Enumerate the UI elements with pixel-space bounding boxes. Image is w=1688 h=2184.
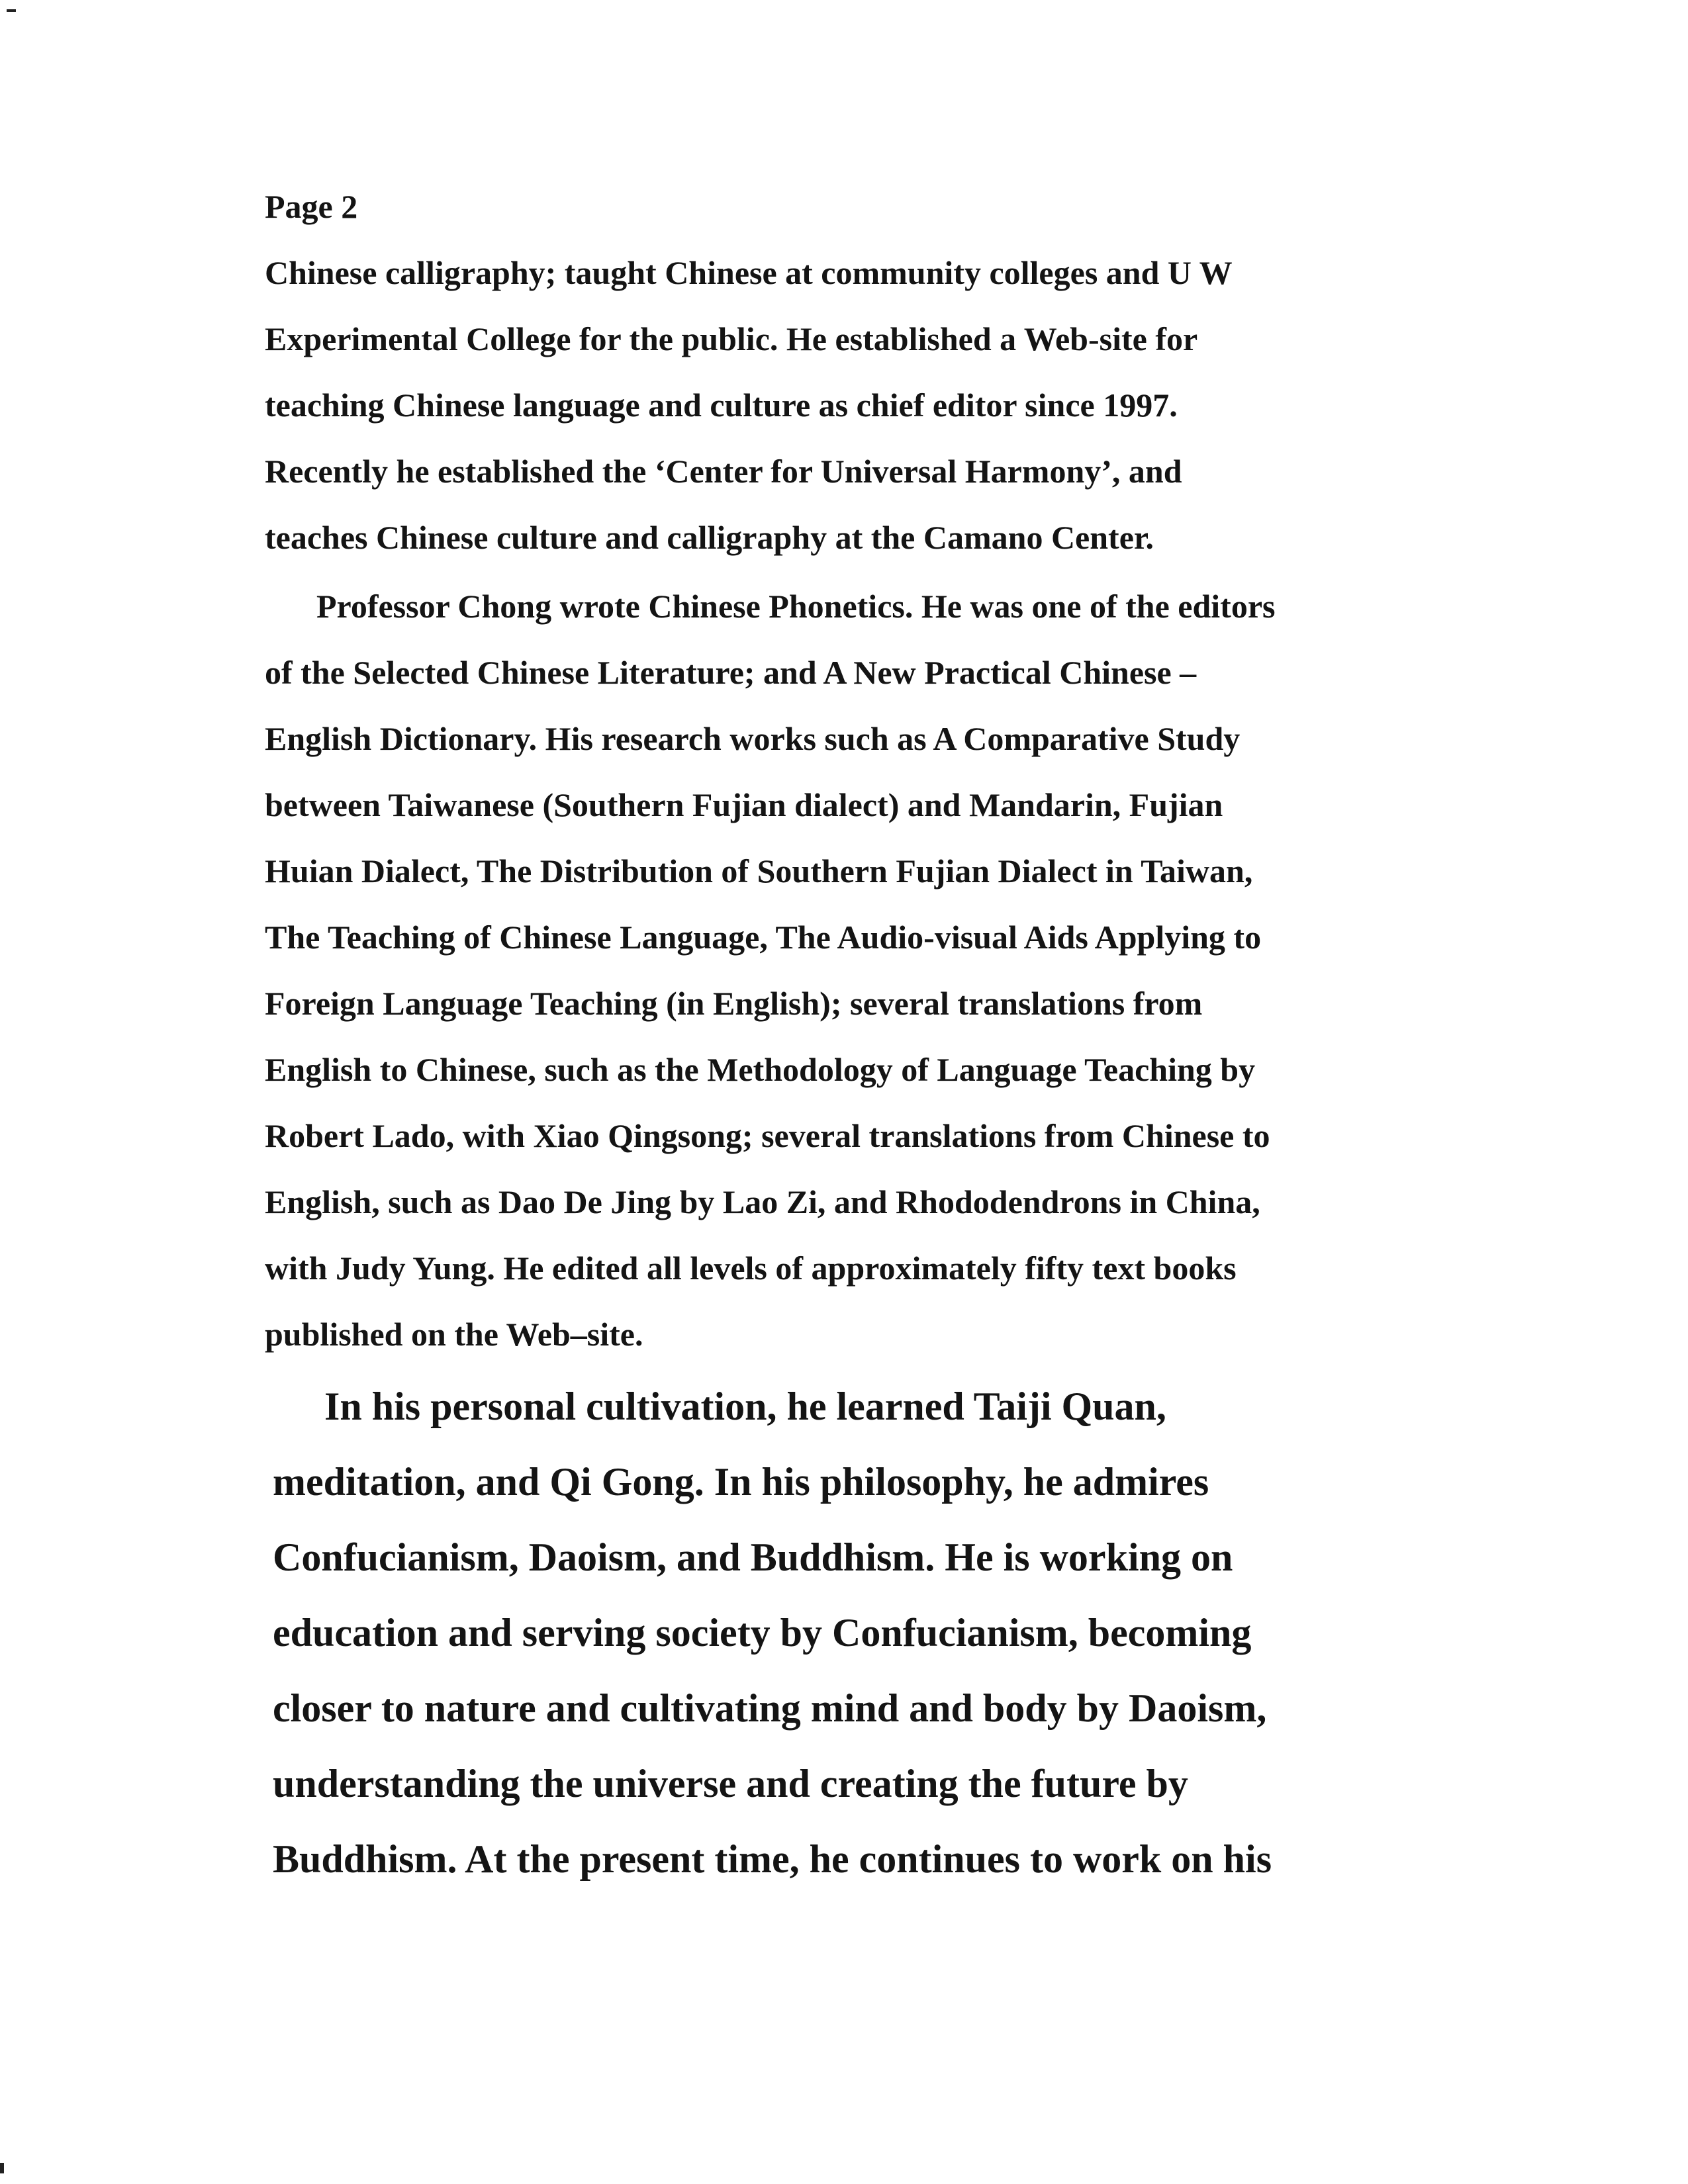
text-line: English Dictionary. His research works such as A Comparative Study — [265, 720, 1241, 757]
scan-speck — [0, 2163, 4, 2173]
text-line: education and serving society by Confucianism, becoming — [273, 1611, 1252, 1655]
text-line: In his personal cultivation, he learned Taiji Quan, — [324, 1385, 1166, 1428]
text-line: of the Selected Chinese Literature; and A New Practical Chinese – — [265, 654, 1197, 691]
text-line: Professor Chong wrote Chinese Phonetics. He was one of the editors — [316, 588, 1276, 625]
text-line: Robert Lado, with Xiao Qingsong; several translations from Chinese to — [265, 1117, 1270, 1154]
text-line: Recently he established the ‘Center for Universal Harmony’, and — [265, 453, 1182, 490]
text-line: Huian Dialect, The Distribution of Southern Fujian Dialect in Taiwan, — [265, 852, 1253, 889]
text-line: teaching Chinese language and culture as chief editor since 1997. — [265, 387, 1178, 424]
text-line: teaches Chinese culture and calligraphy at the Camano Center. — [265, 519, 1154, 556]
text-line: Experimental College for the public. He established a Web-site for — [265, 320, 1198, 357]
text-line: between Taiwanese (Southern Fujian dialect) and Mandarin, Fujian — [265, 786, 1223, 823]
text-line: meditation, and Qi Gong. In his philosophy, he admires — [273, 1460, 1209, 1504]
scan-speck — [7, 9, 16, 12]
text-line: with Judy Yung. He edited all levels of approximately fifty text books — [265, 1250, 1237, 1287]
text-line: closer to nature and cultivating mind and body by Daoism, — [273, 1686, 1267, 1730]
text-line: Foreign Language Teaching (in English); several translations from — [265, 985, 1203, 1022]
text-line: Chinese calligraphy; taught Chinese at community colleges and U W — [265, 254, 1233, 291]
text-line: English to Chinese, such as the Methodology of Language Teaching by — [265, 1051, 1256, 1088]
text-line: published on the Web–site. — [265, 1316, 643, 1353]
page-number: Page 2 — [265, 188, 358, 225]
text-line: Confucianism, Daoism, and Buddhism. He is working on — [273, 1535, 1233, 1579]
text-line: The Teaching of Chinese Language, The Audio-visual Aids Applying to — [265, 919, 1262, 956]
text-line: Buddhism. At the present time, he continues to work on his — [273, 1837, 1272, 1881]
text-line: English, such as Dao De Jing by Lao Zi, and Rhododendrons in China, — [265, 1183, 1260, 1220]
text-line: understanding the universe and creating the future by — [273, 1762, 1188, 1805]
